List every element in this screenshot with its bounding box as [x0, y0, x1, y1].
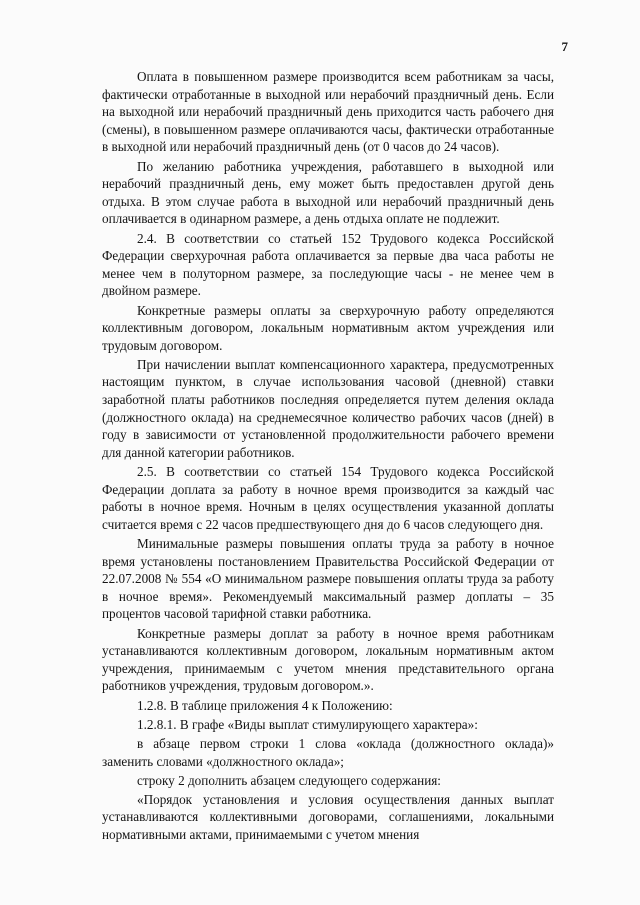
paragraph-2-4-overtime: 2.4. В соответствии со статьей 152 Трудового кодекса Российской Федерации сверхурочная работа оплачивается за первые два часа работы не менее чем в полуторном размере, за последующие часы - не менее чем в двойном размере.: [102, 230, 554, 299]
paragraph-night-amounts: Конкретные размеры доплат за работу в ночное время работникам устанавливаются коллективным договором, локальным нормативным актом учреждения, принимаемым с учетом мнения представительного органа работников учреждения, трудовым договором.».: [102, 625, 554, 694]
paragraph-night-minimums: Минимальные размеры повышения оплаты труда за работу в ночное время установлены постановлением Правительства Российской Федерации от 22.07.2008 № 554 «О минимальном размере повышения оплаты труда за работу в ночное время». Рекомендуемый максимальный размер доплаты – 35 процентов часовой тарифной ставки работника.: [102, 536, 554, 622]
paragraph-2-5-night-work: 2.5. В соответствии со статьей 154 Трудового кодекса Российской Федерации доплата за работу в ночное время производится за каждый час работы в ночное время. Ночным в целях осуществления указанной доплаты считается время с 22 часов предшествующего дня до 6 часов следующего дня.: [102, 464, 554, 532]
paragraph-procedure-quote: «Порядок установления и условия осуществления данных выплат устанавливаются коллективными договорами, соглашениями, локальными нормативными актами, принимаемыми с учетом мнения: [102, 791, 554, 843]
paragraph-row-1-change: в абзаце первом строки 1 слова «оклада (должностного оклада)» заменить словами «должностного оклада»;: [102, 735, 554, 769]
paragraph-day-off-option: По желанию работника учреждения, работавшего в выходной или нерабочий праздничный день, ему может быть предоставлен другой день отдыха. В этом случае работа в выходной или нерабочий праздничный день оплачивается в одинарном размере, а день отдыха оплате не подлежит.: [102, 158, 554, 227]
paragraph-holiday-pay: Оплата в повышенном размере производится всем работникам за часы, фактически отработанные в выходной или нерабочий праздничный день. Если на выходной или нерабочий праздничный день приходится часть рабочего дня (смены), в повышенном размере оплачиваются часы, фактически отработанные в выходной или нерабочий праздничный день (от 0 часов до 24 часов).: [102, 69, 554, 155]
paragraph-hourly-rate: При начислении выплат компенсационного характера, предусмотренных настоящим пунктом, в случае использования часовой (дневной) ставки заработной платы работников последняя определяется путем деления оклада (должностного оклада) на среднемесячное количество рабочих часов (дней) в году в зависимости от установленной продолжительности рабочего времени для данной категории работников.: [102, 356, 554, 460]
paragraph-1-2-8-1: 1.2.8.1. В графе «Виды выплат стимулирующего характера»:: [137, 716, 478, 732]
paragraph-row-2-addition: строку 2 дополнить абзацем следующего содержания:: [137, 772, 441, 788]
document-body: [102, 68, 554, 845]
paragraph-overtime-amounts: Конкретные размеры оплаты за сверхурочную работу определяются коллективным договором, локальным нормативным актом учреждения или трудовым договором.: [102, 302, 554, 353]
paragraph-1-2-8: 1.2.8. В таблице приложения 4 к Положению:: [137, 697, 393, 713]
page-number: 7: [561, 39, 568, 54]
